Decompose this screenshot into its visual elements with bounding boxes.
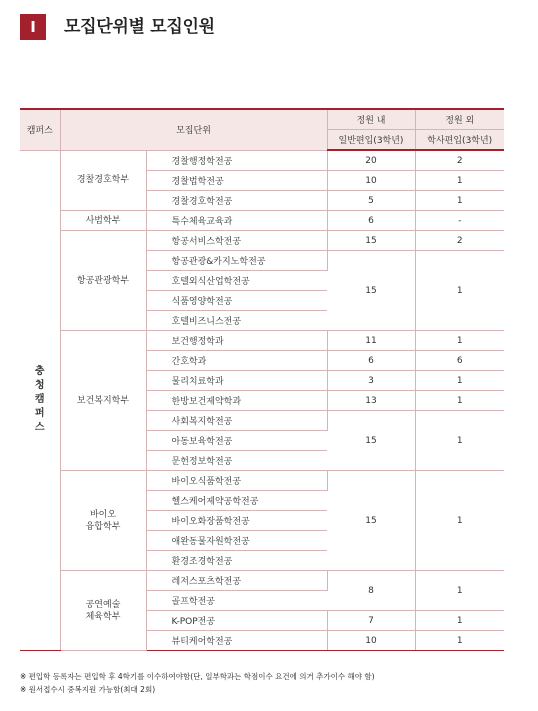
unit-cell: 헬스케어제약공학전공 xyxy=(146,491,327,511)
quota-in-cell: 20 xyxy=(327,150,415,171)
unit-cell: 바이오화장품학전공 xyxy=(146,511,327,531)
unit-cell: 환경조경학전공 xyxy=(146,551,327,571)
campus-char: 청 xyxy=(34,380,45,392)
dept-arts-line2: 체육학부 xyxy=(85,611,121,622)
campus-char: 퍼 xyxy=(34,408,45,420)
quota-out-cell: 1 xyxy=(415,611,504,631)
footnotes xyxy=(20,670,375,696)
quota-out-cell: 1 xyxy=(415,171,504,191)
quota-in-cell: 11 xyxy=(327,331,415,351)
quota-out-cell: 2 xyxy=(415,150,504,171)
dept-bio xyxy=(60,471,146,571)
unit-cell: 경찰행정학전공 xyxy=(146,150,327,171)
dept-education: 사범학부 xyxy=(60,211,146,231)
campus-char: 스 xyxy=(34,422,45,434)
header-quota-in: 정원 내 xyxy=(327,109,415,130)
unit-cell: 항공관광&카지노학전공 xyxy=(146,251,327,271)
dept-arts xyxy=(60,571,146,651)
quota-in-cell: 10 xyxy=(327,171,415,191)
header-unit: 모집단위 xyxy=(60,109,327,150)
unit-cell: 레저스포츠학전공 xyxy=(146,571,327,591)
unit-cell: 호텔비즈니스전공 xyxy=(146,311,327,331)
campus-char: 충 xyxy=(34,366,45,378)
quota-in-cell: 6 xyxy=(327,351,415,371)
quota-out-cell: 1 xyxy=(415,251,504,331)
quota-out-cell: 1 xyxy=(415,371,504,391)
unit-cell: 골프학전공 xyxy=(146,591,327,611)
unit-cell: 바이오식품학전공 xyxy=(146,471,327,491)
unit-cell: 물리치료학과 xyxy=(146,371,327,391)
quota-out-cell: 1 xyxy=(415,631,504,651)
unit-cell: K-POP전공 xyxy=(146,611,327,631)
unit-cell: 뷰티케어학전공 xyxy=(146,631,327,651)
header-quota-out: 정원 외 xyxy=(415,109,504,130)
footnote: ※ 편입학 등록자는 편입학 후 4학기를 이수하여야함(단, 일부학과는 학점이수 요건에 의거 추가이수 해야 함) xyxy=(20,672,375,681)
quota-out-cell: 1 xyxy=(415,571,504,611)
quota-in-cell: 15 xyxy=(327,471,415,571)
unit-cell: 아동보육학전공 xyxy=(146,431,327,451)
unit-cell: 사회복지학전공 xyxy=(146,411,327,431)
quota-in-cell: 15 xyxy=(327,411,415,471)
unit-cell: 간호학과 xyxy=(146,351,327,371)
unit-cell: 특수체육교육과 xyxy=(146,211,327,231)
quota-out-cell: 1 xyxy=(415,391,504,411)
dept-police: 경찰경호학부 xyxy=(60,150,146,211)
header-campus: 캠퍼스 xyxy=(20,109,60,150)
quota-out-cell: 1 xyxy=(415,331,504,351)
dept-aviation: 항공관광학부 xyxy=(60,231,146,331)
unit-cell: 애완동물자원학전공 xyxy=(146,531,327,551)
footnote: ※ 원서접수시 중복지원 가능함(최대 2회) xyxy=(20,685,156,694)
unit-cell: 보건행정학과 xyxy=(146,331,327,351)
quota-in-cell: 6 xyxy=(327,211,415,231)
quota-out-cell: - xyxy=(415,211,504,231)
header-general-transfer: 일반편입(3학년) xyxy=(327,130,415,151)
quota-in-cell: 7 xyxy=(327,611,415,631)
campus-char: 캠 xyxy=(34,394,45,406)
page-title: 모집단위별 모집인원 xyxy=(64,17,215,37)
quota-table xyxy=(20,108,504,651)
quota-in-cell: 15 xyxy=(327,231,415,251)
unit-cell: 경찰경호학전공 xyxy=(146,191,327,211)
quota-in-cell: 3 xyxy=(327,371,415,391)
unit-cell: 항공서비스학전공 xyxy=(146,231,327,251)
dept-health: 보건복지학부 xyxy=(60,331,146,471)
unit-cell: 경찰법학전공 xyxy=(146,171,327,191)
quota-out-cell: 2 xyxy=(415,231,504,251)
unit-cell: 문헌정보학전공 xyxy=(146,451,327,471)
unit-cell: 한방보건제약학과 xyxy=(146,391,327,411)
campus-cell xyxy=(20,150,60,651)
quota-in-cell: 15 xyxy=(327,251,415,331)
quota-in-cell: 5 xyxy=(327,191,415,211)
quota-out-cell: 1 xyxy=(415,411,504,471)
dept-bio-line1: 바이오 xyxy=(89,509,117,520)
unit-cell: 식품영양학전공 xyxy=(146,291,327,311)
quota-out-cell: 6 xyxy=(415,351,504,371)
quota-out-cell: 1 xyxy=(415,191,504,211)
quota-in-cell: 10 xyxy=(327,631,415,651)
quota-in-cell: 13 xyxy=(327,391,415,411)
header-bachelor-transfer: 학사편입(3학년) xyxy=(415,130,504,151)
quota-out-cell: 1 xyxy=(415,471,504,571)
quota-in-cell: 8 xyxy=(327,571,415,611)
section-number-badge: I xyxy=(20,14,46,40)
unit-cell: 호텔외식산업학전공 xyxy=(146,271,327,291)
dept-arts-line1: 공연예술 xyxy=(85,599,121,610)
dept-bio-line2: 융합학부 xyxy=(85,521,121,532)
